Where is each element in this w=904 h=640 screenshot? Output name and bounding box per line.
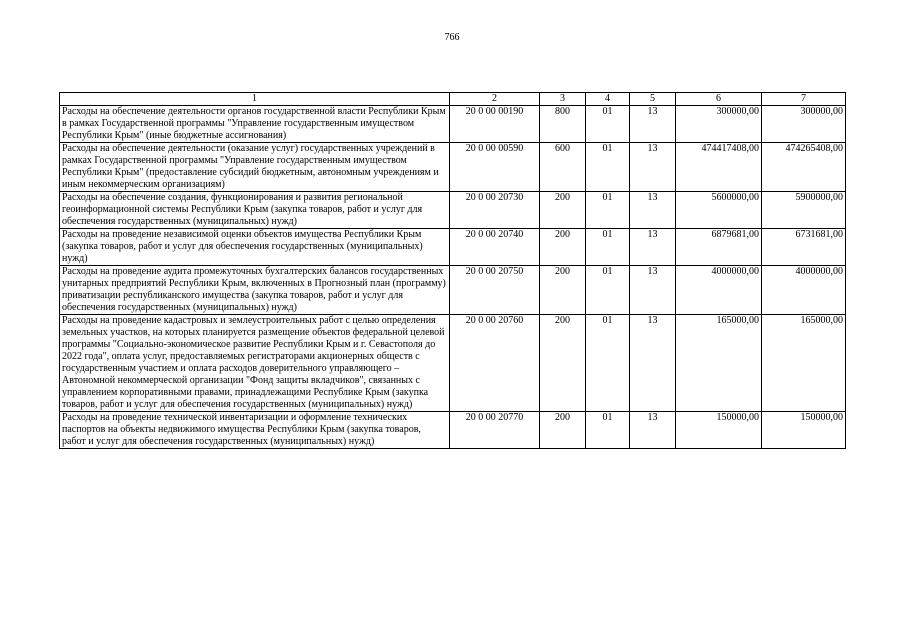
row-col3: 200 (540, 192, 586, 229)
row-amount-7: 6731681,00 (762, 229, 846, 266)
row-code: 20 0 00 20770 (450, 412, 540, 449)
row-col4: 01 (586, 315, 630, 412)
row-description: Расходы на проведение аудита промежуточных бухгалтерских балансов государственных унитарных предприятий Республики Крым, включенных в Прогнозный план (программу) приватизации республиканского имущества (закупка товаров, работ и услуг для обеспечения государственных (муниципальных) нужд) (60, 266, 450, 315)
header-cell: 5 (630, 93, 676, 106)
row-col4: 01 (586, 229, 630, 266)
row-col5: 13 (630, 106, 676, 143)
row-col4: 01 (586, 412, 630, 449)
row-description: Расходы на проведение технической инвентаризации и оформление технических паспортов на объекты недвижимого имущества Республики Крым (закупка товаров, работ и услуг для обеспечения государственных (муниципальных) нужд) (60, 412, 450, 449)
row-col3: 200 (540, 412, 586, 449)
row-amount-7: 300000,00 (762, 106, 846, 143)
row-amount-6: 5600000,00 (676, 192, 762, 229)
table-row (60, 412, 846, 449)
row-code: 20 0 00 20760 (450, 315, 540, 412)
row-amount-6: 4000000,00 (676, 266, 762, 315)
row-description: Расходы на обеспечение деятельности органов государственной власти Республики Крым в рамках Государственной программы "Управление государственным имуществом Республики Крым" (иные бюджетные ассигнования) (60, 106, 450, 143)
row-amount-7: 165000,00 (762, 315, 846, 412)
row-col3: 600 (540, 143, 586, 192)
row-col5: 13 (630, 192, 676, 229)
header-cell: 6 (676, 93, 762, 106)
row-amount-7: 150000,00 (762, 412, 846, 449)
header-cell: 4 (586, 93, 630, 106)
row-amount-7: 4000000,00 (762, 266, 846, 315)
row-amount-6: 150000,00 (676, 412, 762, 449)
table-row (60, 143, 846, 192)
row-amount-6: 300000,00 (676, 106, 762, 143)
row-code: 20 0 00 20730 (450, 192, 540, 229)
row-col5: 13 (630, 412, 676, 449)
header-cell: 7 (762, 93, 846, 106)
row-col4: 01 (586, 266, 630, 315)
row-col5: 13 (630, 229, 676, 266)
row-col5: 13 (630, 315, 676, 412)
table-row (60, 106, 846, 143)
header-cell: 3 (540, 93, 586, 106)
row-col5: 13 (630, 143, 676, 192)
row-amount-6: 474417408,00 (676, 143, 762, 192)
row-col4: 01 (586, 106, 630, 143)
header-cell: 1 (60, 93, 450, 106)
row-col3: 200 (540, 315, 586, 412)
row-amount-7: 5900000,00 (762, 192, 846, 229)
row-amount-7: 474265408,00 (762, 143, 846, 192)
row-col5: 13 (630, 266, 676, 315)
row-amount-6: 165000,00 (676, 315, 762, 412)
row-code: 20 0 00 20740 (450, 229, 540, 266)
row-col3: 200 (540, 266, 586, 315)
table-row (60, 229, 846, 266)
page-number: 766 (444, 32, 460, 43)
budget-table (59, 92, 846, 449)
table-row (60, 315, 846, 412)
header-row (60, 93, 846, 106)
row-code: 20 0 00 00190 (450, 106, 540, 143)
row-description: Расходы на обеспечение создания, функционирования и развития региональной геоинформационной системы Республики Крым (закупка товаров, работ и услуг для обеспечения государственных (муниципальных) нужд) (60, 192, 450, 229)
table-row (60, 192, 846, 229)
row-description: Расходы на проведение кадастровых и землеустроительных работ с целью определения земельных участков, на которых планируется размещение объектов федеральной целевой программы "Социально-экономическое развитие Республики Крым и г. Севастополя до 2022 года", оплата услуг, предоставляемых регистраторами акционерных обществ с государственным участием и оплата расходов доверительного управляющего – Автономной некоммерческой организации "Фонд защиты вкладчиков", связанных с управлением корпоративными правами, принадлежащими Республике Крым (закупка товаров, работ и услуг для обеспечения государственных (муниципальных) нужд) (60, 315, 450, 412)
row-code: 20 0 00 20750 (450, 266, 540, 315)
row-description: Расходы на проведение независимой оценки объектов имущества Республики Крым (закупка товаров, работ и услуг для обеспечения государственных (муниципальных) нужд) (60, 229, 450, 266)
row-col3: 200 (540, 229, 586, 266)
row-col4: 01 (586, 143, 630, 192)
header-cell: 2 (450, 93, 540, 106)
row-description: Расходы на обеспечение деятельности (оказание услуг) государственных учреждений в рамках Государственной программы "Управление государственным имуществом Республики Крым" (предоставление субсидий бюджетным, автономным учреждениям и иным некоммерческим организациям) (60, 143, 450, 192)
row-col3: 800 (540, 106, 586, 143)
row-amount-6: 6879681,00 (676, 229, 762, 266)
row-code: 20 0 00 00590 (450, 143, 540, 192)
table-row (60, 266, 846, 315)
row-col4: 01 (586, 192, 630, 229)
